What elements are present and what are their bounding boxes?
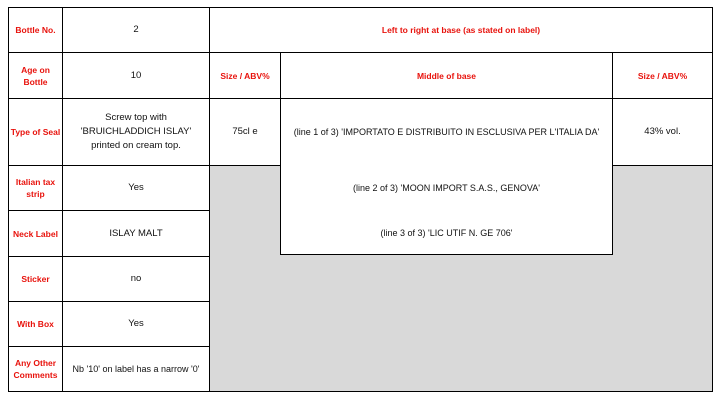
- label-type-of-seal: Type of Seal: [10, 127, 61, 137]
- base-line-1: (line 1 of 3) 'IMPORTATO E DISTRIBUITO IN ESCLUSIVA PER L'ITALIA DA': [293, 127, 600, 137]
- value-sticker: no: [130, 273, 142, 284]
- label-bottle-no: Bottle No.: [15, 25, 56, 35]
- base-right-value: 43% vol.: [644, 126, 681, 137]
- label-sticker: Sticker: [21, 274, 50, 284]
- label-age-on-bottle: Age on Bottle: [21, 64, 50, 87]
- base-line-2: (line 2 of 3) 'MOON IMPORT S.A.S., GENOVA': [353, 183, 540, 193]
- label-any-other-comments: Any Other Comments: [13, 358, 58, 380]
- value-any-other-comments: Nb '10' on label has a narrow '0': [72, 364, 200, 374]
- grey-fill-left: [209, 165, 280, 392]
- label-with-box: With Box: [17, 319, 54, 329]
- base-header: Left to right at base (as stated on label): [381, 25, 541, 35]
- value-with-box: Yes: [128, 318, 144, 329]
- label-italian-tax-strip: Italian tax strip: [15, 177, 56, 199]
- base-left-value: 75cl e: [232, 126, 258, 137]
- label-neck-label: Neck Label: [13, 228, 58, 239]
- value-age-on-bottle: 10: [130, 69, 142, 81]
- base-col-right-header: Size / ABV%: [637, 70, 688, 81]
- value-type-of-seal: Screw top with 'BRUICHLADDICH ISLAY' printed on cream top.: [80, 112, 192, 151]
- value-italian-tax-strip: Yes: [128, 182, 144, 193]
- base-col-left-header: Size / ABV%: [220, 70, 270, 81]
- grey-fill-right: [612, 165, 713, 392]
- value-bottle-no: 2: [133, 24, 139, 35]
- base-line-3: (line 3 of 3) 'LIC UTIF N. GE 706': [380, 227, 513, 238]
- grey-fill-bottom: [280, 254, 612, 392]
- base-col-middle-header: Middle of base: [416, 70, 477, 81]
- value-neck-label: ISLAY MALT: [109, 227, 163, 239]
